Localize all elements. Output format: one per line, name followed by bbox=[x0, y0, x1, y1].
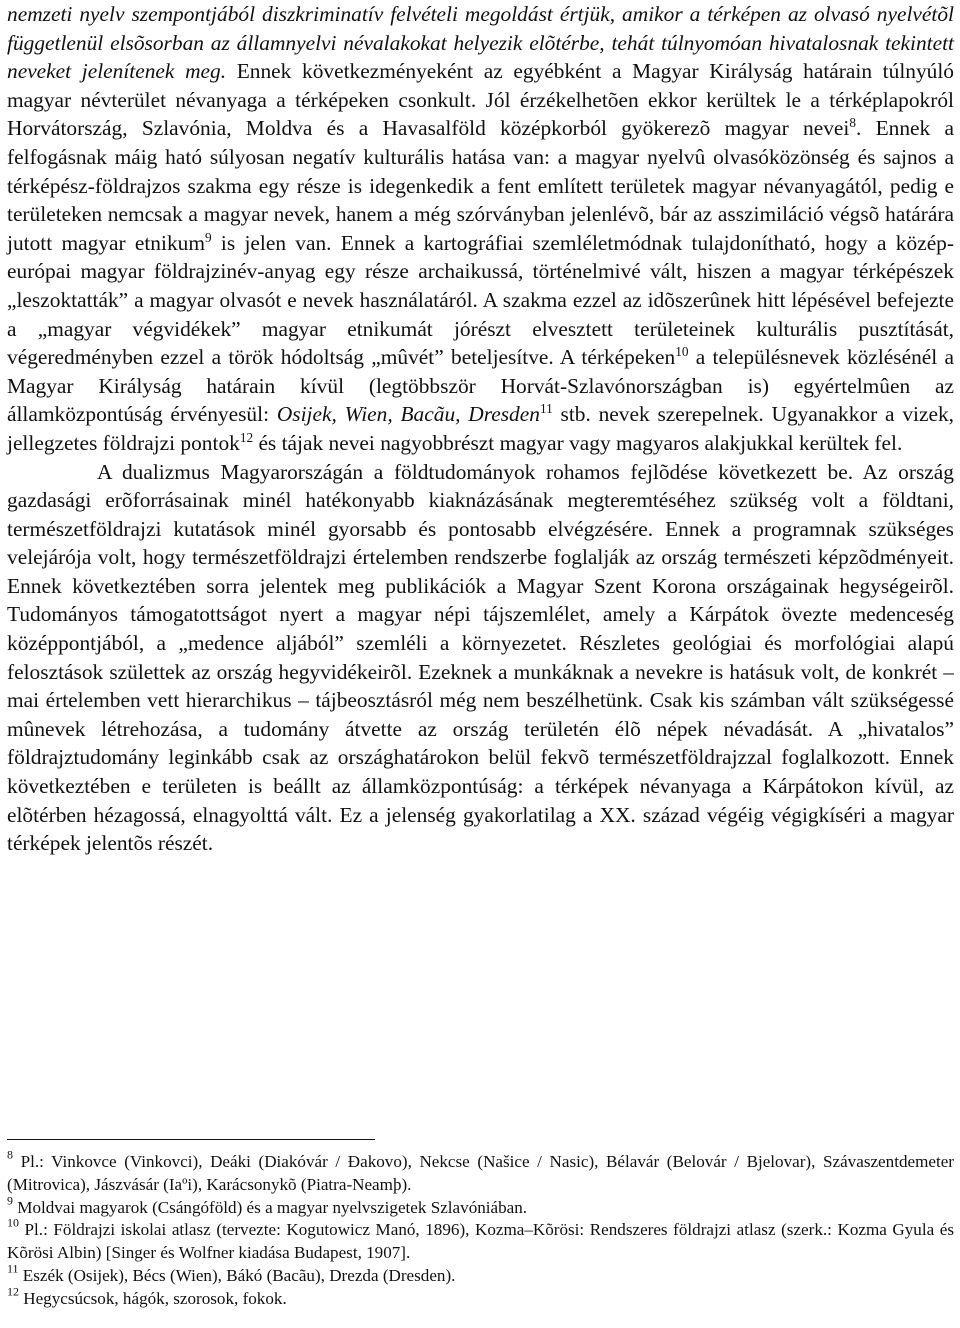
footnote-11 bbox=[7, 1261, 954, 1288]
paragraph-1-text-c: is jelen van. Ennek a kartográfiai szemléletmódnak tulajdonítható, hogy a közép-európai magyar földrajzinév-anyag egy része archaikussá, történelmivé vált, hiszen a magyar térképészek „leszoktatták” a magyar olvasót e nevek használatáról. A szakma ezzel az idõszerûnek hitt lépésével befejezte a „magyar végvidékek” magyar etnikumát jórészt elvesztett területeinek kulturális pusztítását, végeredményben ezzel a török hódoltság „mûvét” beteljesítve. A térképeken bbox=[7, 230, 955, 370]
footnote-9 bbox=[7, 1193, 954, 1220]
paragraph-1-text-a: Ennek következményeként az egyébként a Magyar Királyság határain túlnyúló magyar névterület névanyaga a térképeken csonkult. Jól érzékelhetõen ekkor kerültek le a térképlapokról Horvátország, Szlavónia, Moldva és a Havasalföld középkorból gyökerezõ magyar nevei bbox=[7, 59, 954, 141]
footnote-ref-10: 10 bbox=[675, 343, 689, 359]
footnote-9-number: 9 bbox=[7, 1193, 13, 1208]
main-text bbox=[7, 0, 954, 858]
footnote-8-text: Pl.: Vinkovce (Vinkovci), Deáki (Diakóvár / Đakovo), Nekcse (Našice / Nasic), Bélavár (Belovár / Bjelovar), Szávaszentdemeter (Mitrovica), Jászvásár (Iaºi), Karácsonykõ (Piatra-Neamþ). bbox=[7, 1152, 954, 1194]
footnote-12 bbox=[7, 1284, 954, 1311]
footnote-separator bbox=[7, 1139, 375, 1140]
footnote-8-number: 8 bbox=[7, 1147, 13, 1162]
paragraph-1-text-b: . Ennek a felfogásnak máig ható súlyosan negatív kulturális hatása van: a magyar nyelvû olvasóközönség és sajnos a térképész-földrajzos szakma egy része is idegenkedik a fent említett területek magyar névanyagától, pedig e területeken nemcsak a magyar nevek, hanem a még szórványban jelenlévõ, bár az asszimiláció végsõ határára jutott magyar etnikum bbox=[7, 116, 955, 255]
footnote-12-text: Hegycsúcsok, hágók, szorosok, fokok. bbox=[18, 1288, 287, 1308]
footnote-ref-9: 9 bbox=[204, 229, 212, 245]
paragraph-1 bbox=[7, 0, 954, 458]
footnote-11-text: Eszék (Osijek), Bécs (Wien), Bákó (Bacãu), Drezda (Dresden). bbox=[18, 1265, 456, 1285]
paragraph-1-text-e: stb. nevek szerepelnek. Ugyanakkor a vizek, jellegzetes földrajzi pontok bbox=[7, 402, 954, 455]
footnote-12-number: 12 bbox=[7, 1284, 19, 1299]
place-names-italic: Osijek, Wien, Bacãu, Dresden bbox=[276, 402, 540, 427]
footnote-ref-11: 11 bbox=[539, 401, 553, 417]
paragraph-2: A dualizmus Magyarországán a földtudományok rohamos fejlõdése következett be. Az ország gazdasági erõforrásainak minél hatékonyabb kiaknázásának megteremtéséhez szükség volt a földtani, természetföldrajzi kutatások minél gyorsabb és pontosabb elvégzésére. Ennek a programnak szükséges velejárója volt, hogy természetföldrajzi értelemben rendszerbe foglalják az ország természeti képzõdményeit. Ennek következtében sorra jelentek meg publikációk a Magyar Szent Korona országainak hegységeirõl. Tudományos támogatottságot nyert a magyar népi tájszemlélet, amely a Kárpátok övezte medenceség középpontjából, a „medence aljából” szemléli a környezetet. Részletes geológiai és morfológiai alapú felosztások születtek az ország hegyvidékeirõl. Ezeknek a munkáknak a nevekre is hatásuk volt, de konkrét – mai értelemben vett hierarchikus – tájbeosztásról még nem beszélhetünk. Csak kis számban vált szükségessé mûnevek létrehozása, a tudomány átvette az ország területén élõ népek névadását. A „hivatalos” földrajztudomány leginkább csak az országhatárokon belül fekvõ természetföldrajzzal foglalkozott. Ennek következtében e területen is beállt az államközpontúság: a térképek névanyaga a Kárpátokon kívül, az elõtérben hézagossá, elnagyolttá vált. Ez a jelenség gyakorlatilag a XX. század végéig végigkíséri a magyar térképek jelentõs részét. bbox=[7, 459, 954, 856]
footnote-10-number: 10 bbox=[7, 1216, 19, 1231]
footnote-9-text: Moldvai magyarok (Csángóföld) és a magyar nyelvszigetek Szlavóniában. bbox=[12, 1197, 528, 1217]
footnotes bbox=[7, 1147, 954, 1311]
footnote-10 bbox=[7, 1216, 954, 1265]
footnote-10-text: Pl.: Földrajzi iskolai atlasz (tervezte: Kogutowicz Manó, 1896), Kozma–Kõrösi: Rendszeres földrajzi atlasz (szerk.: Kozma Gyula és Kõrösi Albin) [Singer és Wolfner kiadása Budapest, 1907]. bbox=[7, 1220, 954, 1263]
paragraph-1-text-f: és tájak nevei nagyobbrészt magyar vagy magyaros alakjukkal kerültek fel. bbox=[253, 430, 903, 455]
paragraph-1-italic-opening: nemzeti nyelv szempontjából diszkriminatív felvételi megoldást értjük, amikor a térképen az olvasó nyelvétõl függetlenül elsõsorban az államnyelvi névalakokat helyezik elõtérbe, tehát túlnyomóan hivatalosnak tekintett neveket jelenítenek meg. bbox=[7, 2, 954, 84]
footnote-ref-12: 12 bbox=[239, 429, 254, 445]
footnote-8 bbox=[7, 1147, 954, 1197]
footnote-11-number: 11 bbox=[7, 1261, 19, 1276]
paragraph-1-text-d: a településnevek közlésénél a Magyar Királyság határain kívül (legtöbbször Horvát-Szlavónországban is) egyértelmûen az államközpontúság érvényesül: bbox=[7, 345, 954, 427]
footnote-ref-8: 8 bbox=[849, 115, 856, 131]
